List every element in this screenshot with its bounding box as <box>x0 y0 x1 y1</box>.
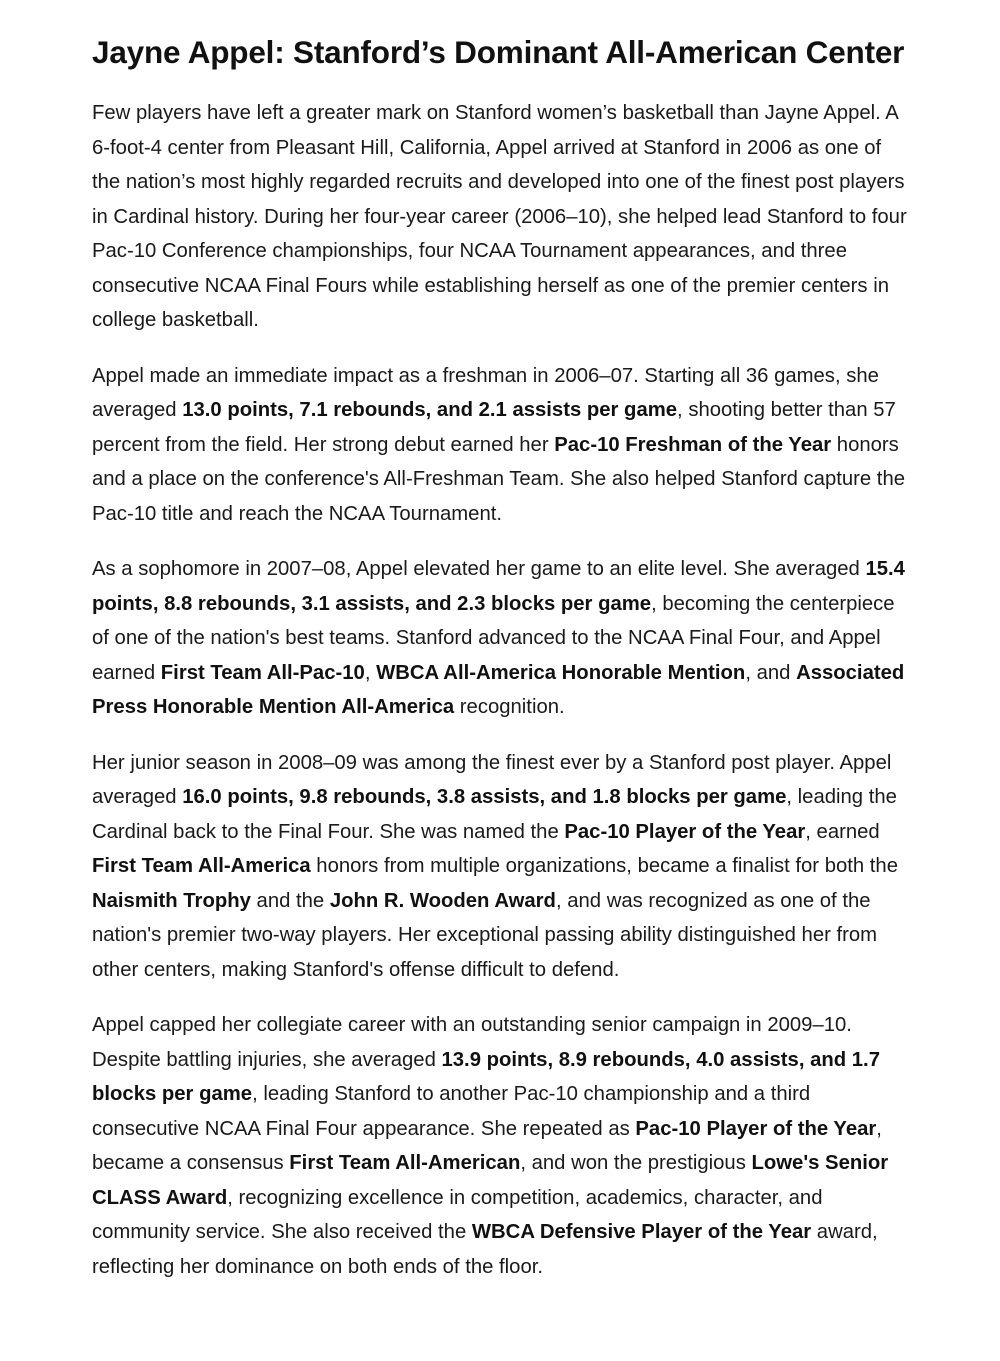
text-run: , leading the Cardinal back to the Final Four. She was named the <box>92 786 897 843</box>
text-run: , and was recognized as one of the nation's premier two-way players. Her exceptional passing ability distinguished her from other centers, making Stanford's offense difficult to defend. <box>92 889 878 981</box>
text-run: recognition. <box>454 696 565 718</box>
text-run: , <box>364 661 377 684</box>
bold-text: 16.0 points, 9.8 rebounds, 3.8 assists, and 1.8 blocks per game <box>182 786 787 808</box>
bold-text: Naismith Trophy <box>92 889 251 912</box>
bold-text: Pac-10 Player of the Year <box>635 1117 877 1140</box>
text-run: , and won the prestigious <box>520 1152 752 1174</box>
text-run: Appel capped her collegiate career with an outstanding senior campaign in 2009–10. Despite battling injuries, she averaged <box>92 1014 852 1071</box>
text-run: award, reflecting her dominance on both ends of the floor. <box>92 1221 878 1278</box>
text-run: As a sophomore in 2007–08, Appel elevated her game to an elite level. She averaged <box>92 558 866 580</box>
text-run: honors and a place on the conference's All-Freshman Team. She also helped Stanford capture the Pac-10 title and reach the NCAA Tournament. <box>92 433 906 525</box>
text-run: Appel made an immediate impact as a freshman in 2006–07. Starting all 36 games, she averaged <box>92 364 879 421</box>
text-run: , and <box>745 661 797 684</box>
text-run: honors from multiple organizations, became a finalist for both the <box>310 855 898 877</box>
article-title: Jayne Appel: Stanford’s Dominant All-American Center <box>92 34 905 70</box>
text-run: , earned <box>805 820 880 843</box>
bold-text: WBCA Defensive Player of the Year <box>471 1221 812 1243</box>
bold-text: 13.0 points, 7.1 rebounds, and 2.1 assists per game <box>182 399 678 421</box>
text-run: , shooting better than 57 percent from the field. Her strong debut earned her <box>92 399 896 456</box>
text-run: Few players have left a greater mark on Stanford women’s basketball than Jayne Appel. A 6-foot-4 center from Pleasant Hill, California, Appel arrived at Stanford in 2006 as one of the nation’s most highly regarded recruits and developed into one of the finest post players in Cardinal history. During her four-year career (2006–10), she helped lead Stanford to four Pac-10 Conference championships, four NCAA Tournament appearances, and three consecutive NCAA Final Fours while establishing herself as one of the premier centers in college basketball. <box>92 102 907 331</box>
text-run: , leading Stanford to another Pac-10 championship and a third consecutive NCAA Final Four appearance. She repeated as <box>92 1083 811 1140</box>
paragraph-senior <box>92 1008 908 1284</box>
paragraph-sophomore <box>92 552 908 725</box>
bold-text: First Team All-American <box>289 1152 521 1174</box>
text-run: , recognizing excellence in competition, academics, character, and community service. She also received the <box>92 1186 823 1243</box>
bold-text: John R. Wooden Award <box>329 889 556 912</box>
paragraph-junior <box>92 746 908 988</box>
bold-text: First Team All-America <box>92 855 311 877</box>
text-run: , becoming the centerpiece of one of the nation's best teams. Stanford advanced to the NCAA Final Four, and Appel earned <box>92 592 895 684</box>
text-run: , became a consensus <box>92 1117 882 1174</box>
text-run: and the <box>250 889 330 912</box>
paragraph-intro <box>92 96 908 338</box>
paragraph-freshman <box>92 359 908 532</box>
text-run: Her junior season in 2008–09 was among the finest ever by a Stanford post player. Appel averaged <box>92 751 892 808</box>
bold-text: WBCA All-America Honorable Mention <box>376 661 746 684</box>
bold-text: Pac-10 Freshman of the Year <box>554 433 832 456</box>
bold-text: Lowe's Senior CLASS Award <box>92 1152 889 1209</box>
bold-text: First Team All-Pac-10 <box>160 661 365 684</box>
bold-text: 15.4 points, 8.8 rebounds, 3.1 assists, and 2.3 blocks per game <box>92 558 905 615</box>
bold-text: 13.9 points, 8.9 rebounds, 4.0 assists, and 1.7 blocks per game <box>92 1048 880 1105</box>
bold-text: Associated Press Honorable Mention All-America <box>92 661 905 718</box>
bold-text: Pac-10 Player of the Year <box>564 820 806 843</box>
